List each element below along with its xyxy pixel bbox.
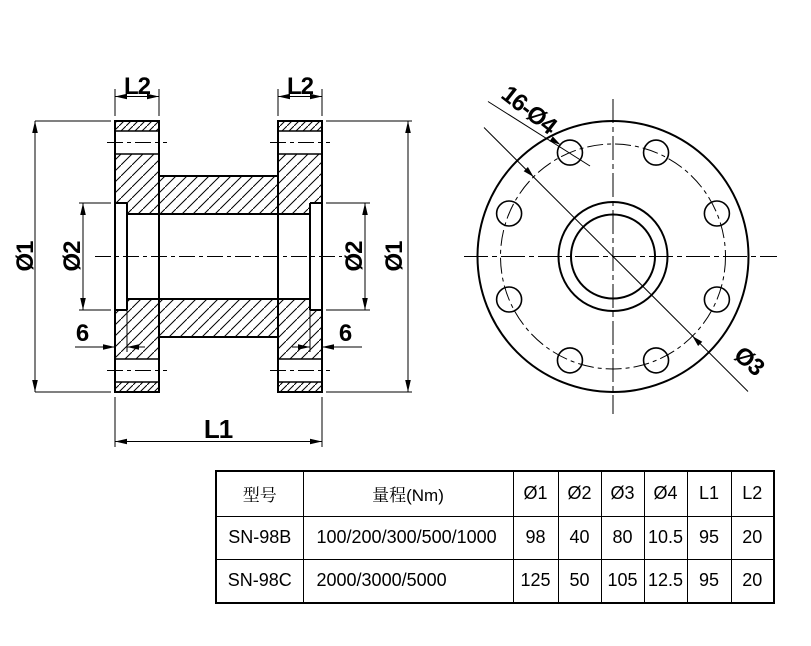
flange-rim-hatch (115, 382, 159, 392)
col-header-dia3: Ø3 (601, 471, 644, 516)
front-view (464, 80, 777, 414)
l1-cell: 95 (687, 516, 731, 559)
dia1-cell: 98 (513, 516, 558, 559)
l2-cell: 20 (731, 516, 774, 559)
col-header-l2: L2 (731, 471, 774, 516)
dia3-cell: 80 (601, 516, 644, 559)
dia2-cell: 40 (558, 516, 601, 559)
bolt-circle-dim-line (484, 128, 748, 392)
table-row (216, 516, 774, 559)
range-cell: 2000/3000/5000 (303, 559, 513, 603)
model-cell: SN-98B (216, 516, 303, 559)
col-header-dia2: Ø2 (558, 471, 601, 516)
section-hatch-lower (115, 299, 322, 359)
col-header-dia4: Ø4 (644, 471, 687, 516)
side-view (12, 73, 412, 447)
dim-label-hole-spec: 16-Ø4 (495, 80, 562, 140)
dim-label-six-right: 6 (338, 320, 352, 347)
dia3-cell: 105 (601, 559, 644, 603)
dim-label-dia1-left: Ø1 (12, 241, 39, 272)
col-header-model: 型号 (216, 471, 303, 516)
dim-label-dia2-left: Ø2 (59, 241, 86, 272)
dim-label-l1: L1 (203, 414, 233, 444)
dia2-cell: 50 (558, 559, 601, 603)
range-cell: 100/200/300/500/1000 (303, 516, 513, 559)
l2-cell: 20 (731, 559, 774, 603)
flange-rim-hatch (278, 121, 322, 131)
table-row (216, 559, 774, 603)
flange-rim-hatch (278, 382, 322, 392)
model-cell: SN-98C (216, 559, 303, 603)
dia4-cell: 10.5 (644, 516, 687, 559)
dim-label-six-left: 6 (75, 320, 89, 347)
table-header-row (216, 471, 774, 516)
dia4-cell: 12.5 (644, 559, 687, 603)
dim-label-dia1-right: Ø1 (381, 241, 408, 272)
dim-label-l2-right: L2 (286, 73, 314, 100)
l1-cell: 95 (687, 559, 731, 603)
dim-label-bolt-circle-dia: Ø3 (728, 341, 769, 382)
col-header-range: 量程(Nm) (303, 471, 513, 516)
dim-label-l2-left: L2 (123, 73, 151, 100)
dim-label-dia2-right: Ø2 (341, 241, 368, 272)
spec-table (215, 470, 775, 604)
col-header-dia1: Ø1 (513, 471, 558, 516)
flange-rim-hatch (115, 121, 159, 131)
section-hatch-upper (115, 154, 322, 214)
dia1-cell: 125 (513, 559, 558, 603)
col-header-l1: L1 (687, 471, 731, 516)
